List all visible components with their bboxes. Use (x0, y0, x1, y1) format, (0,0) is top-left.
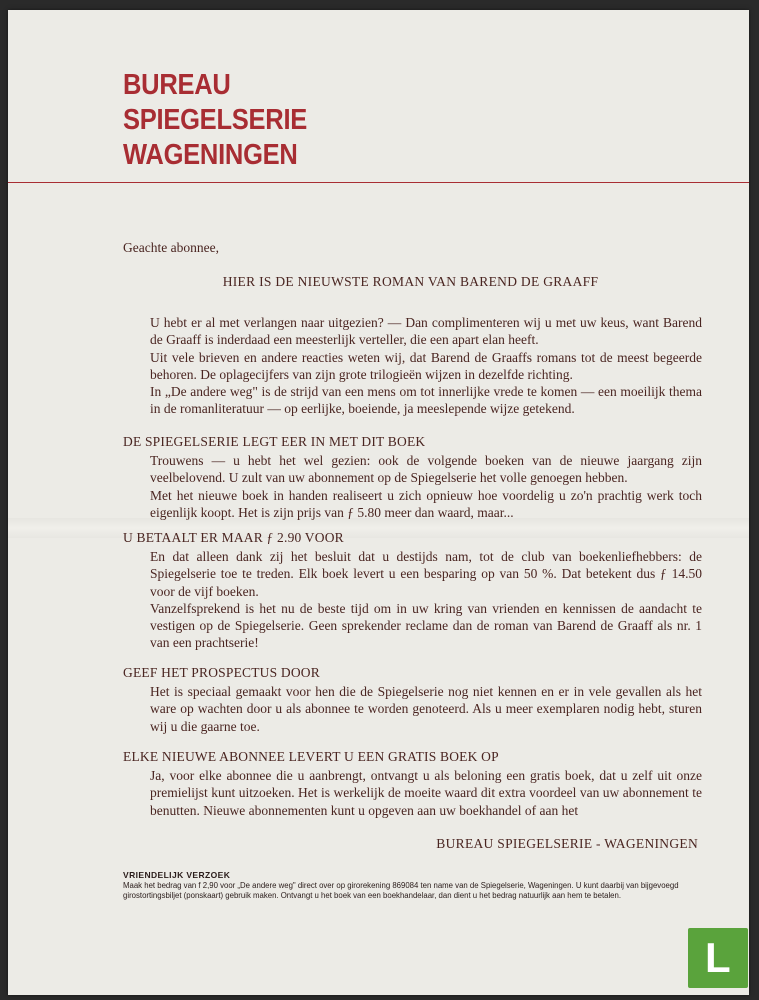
watermark-logo-icon (688, 928, 748, 988)
section-body (150, 548, 702, 652)
section-paragraph: Het is speciaal gemaakt voor hen die de Spiegelserie nog niet kennen en er in vele gevallen als het ware op wachten door u als abonnee te worden genoteerd. Als u meer exemplaren nodig hebt, sturen wij u die gaarne toe. (150, 684, 702, 734)
section-heading: DE SPIEGELSERIE LEGT EER IN MET DIT BOEK (123, 434, 426, 449)
section-paragraph: En dat alleen dank zij het besluit dat u destijds nam, tot de club van boekenliefhebbers: de Spiegelserie toe te treden. Elk boek levert u een besparing op van 50 %. Dat betekent dus ƒ 14.50 voor de vijf boeken. (150, 549, 702, 599)
letterhead (123, 68, 307, 173)
intro-paragraph: Uit vele brieven en andere reacties weten wij, dat Barend de Graaffs romans tot de meest begeerde behoren. De oplagecijfers van zijn grote trilogieën wijzen in dezelfde richting. (150, 349, 702, 382)
section-paragraph: Ja, voor elke abonnee die u aanbrengt, ontvangt u als beloning een gratis boek, dat u zelf uit onze premielijst kunt uitzoeken. Het is werkelijk de moeite waard dit extra voordeel van uw abonnement te benutten. Nieuwe abonnementen kunt u opgeven aan uw boekhandel of aan het (150, 768, 702, 818)
header-divider (8, 182, 749, 183)
signature: BUREAU SPIEGELSERIE - WAGENINGEN (436, 836, 698, 851)
intro-paragraph: In „De andere weg" is de strijd van een mens om tot innerlijke vrede te komen — een moeilijk thema in de romanliteratuur — op eerlijke, boeiende, ja meeslepende wijze getekend. (150, 384, 702, 417)
letterhead-line-2: SPIEGELSERIE (123, 104, 308, 136)
logo-glyph: L (705, 934, 731, 981)
section-body (150, 683, 702, 735)
intro-text (150, 314, 702, 418)
section-heading: GEEF HET PROSPECTUS DOOR (123, 665, 320, 680)
headline: HIER IS DE NIEUWSTE ROMAN VAN BAREND DE GRAAFF (222, 274, 599, 289)
section-paragraph: Met het nieuwe boek in handen realiseert u zich opnieuw hoe voordelig u zo'n prachtig werk toch eigenlijk koopt. Het is zijn prijs van ƒ 5.80 meer dan waard, maar... (150, 487, 702, 520)
letterhead-line-1: BUREAU (123, 69, 231, 101)
note-text: Maak het bedrag van f 2,90 voor „De andere weg" direct over op girorekening 869084 ten name van de Spiegelserie, Wageningen. U kunt daarbij van bijgevoegd girostortingsbiljet (ponskaart) gebruik maken. Ontvangt u het boek van een boekhandelaar, dan dient u het bedrag natuurlijk aan hem te betalen. (123, 881, 679, 900)
section-body (150, 452, 702, 521)
note-title: VRIENDELIJK VERZOEK (123, 870, 231, 880)
section-body (150, 767, 702, 819)
salutation: Geachte abonnee, (123, 240, 219, 255)
section-heading: U BETAALT ER MAAR ƒ 2.90 VOOR (123, 530, 344, 545)
section-paragraph: Vanzelfsprekend is het nu de beste tijd om in uw kring van vrienden en kennissen de aandacht te vestigen op de Spiegelserie. Geen sprekender reclame dan de roman van Barend de Graaff als nr. 1 van een prachtserie! (150, 600, 702, 651)
intro-paragraph: U hebt er al met verlangen naar uitgezien? — Dan complimenteren wij u met uw keus, want Barend de Graaff is inderdaad een meesterlijk verteller, die een apart elan heeft. (150, 315, 702, 348)
section-paragraph: Trouwens — u hebt het wel gezien: ook de volgende boeken van de nieuwe jaargang zijn veelbelovend. U zult van uw abonnement op de Spiegelserie het volle genoegen hebben. (150, 453, 702, 486)
section-heading: ELKE NIEUWE ABONNEE LEVERT U EEN GRATIS BOEK OP (123, 749, 499, 764)
letterhead-line-3: WAGENINGEN (123, 139, 298, 171)
letter-sheet (8, 10, 749, 995)
